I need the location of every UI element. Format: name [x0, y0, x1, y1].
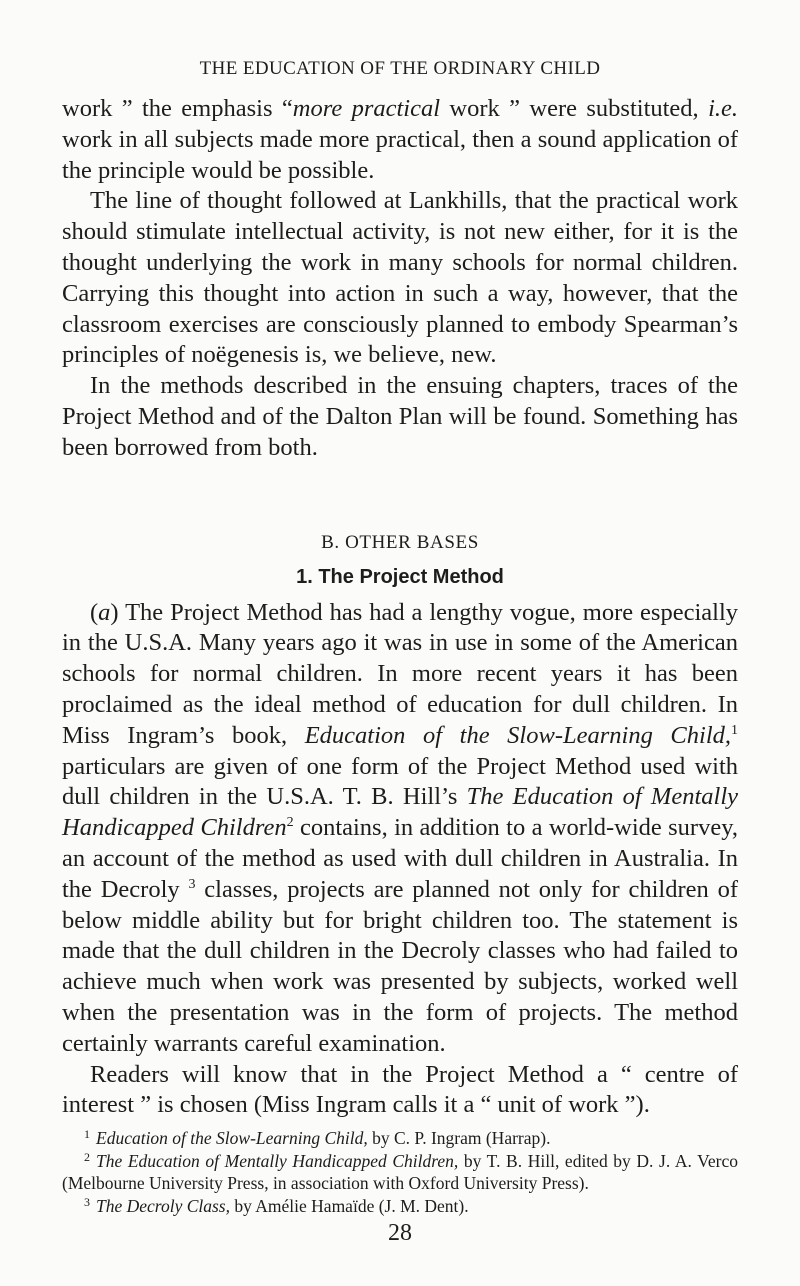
para4-text-d: contains, in addition to a world-wide survey, an account of the method as used with dull children in Australia. In the Decroly: [62, 814, 738, 903]
section-heading: B. OTHER BASES: [321, 531, 479, 553]
running-head: THE EDUCATION OF THE ORDINARY CHILD: [199, 58, 601, 79]
footnote-number: 2: [84, 1149, 90, 1164]
para4-text-b: ) The Project Method has had a lengthy vogue, more especially in the U.S.A. Many years ago it was in use in some of the American schools for normal children. In more recent years it has been proclaimed as the ideal method of education for dull children. In Miss Ingram’s book,: [62, 598, 738, 749]
footnotes: [62, 1127, 738, 1217]
footnote-title: The Decroly Class,: [96, 1195, 230, 1216]
footnote-title: Education of the Slow-Learning Child,: [96, 1128, 368, 1149]
para4-text-e: classes, projects are planned not only for children of below middle ability but for bright children too. The statement is made that the dull children in the Decroly classes who had failed to achieve much when work was presented by subjects, worked well when the presentation was in the form of projects. The method certainly warrants careful examination.: [62, 875, 738, 1057]
footnote-number: 1: [84, 1127, 90, 1142]
sub-heading: 1. The Project Method: [296, 565, 504, 588]
para4-italic-a: a: [98, 598, 111, 626]
footnote-text: by C. P. Ingram (Harrap).: [367, 1128, 551, 1149]
footnote-title: The Education of Mentally Handicapped Children,: [96, 1150, 459, 1171]
para4-text-c: particulars are given of one form of the Project Method used with dull children in the U.S.A. T. B. Hill’s: [62, 752, 738, 811]
footnote-text: by Amélie Hamaïde (J. M. Dent).: [230, 1195, 469, 1216]
para1-text-c: work in all subjects made more practical, then a sound application of the principle would be possible.: [62, 125, 738, 184]
para1-text-b: work ” were substituted,: [440, 95, 709, 122]
para4-book-title-2: The Education of Mentally Handicapped Children: [62, 783, 739, 842]
footnote-1: [62, 1127, 738, 1150]
paragraph-4: [62, 598, 738, 1060]
footnote-text: by T. B. Hill, edited by D. J. A. Verco (Melbourne University Press, in association with Oxford University Press).: [62, 1150, 738, 1194]
page-number: 28: [388, 1220, 412, 1247]
footnote-2: [62, 1150, 738, 1195]
paragraph-5: Readers will know that in the Project Method a “ centre of interest ” is chosen (Miss Ingram calls it a “ unit of work ”).: [62, 1060, 738, 1119]
paragraph-3: In the methods described in the ensuing chapters, traces of the Project Method and of the Dalton Plan will be found. Something has been borrowed from both.: [62, 372, 738, 461]
footnote-ref-1: 1: [731, 722, 739, 738]
footnote-ref-2: 2: [286, 815, 294, 831]
para4-text-a: (: [90, 598, 99, 626]
para1-text-a: work ” the emphasis “: [62, 95, 293, 122]
para4-book-title-1: Education of the Slow-Learning Child,: [304, 721, 732, 749]
paragraph-2: The line of thought followed at Lankhills, that the practical work should stimulate intellectual activity, is not new either, for it is the thought underlying the work in many schools for normal children. Carrying this thought into action in such a way, however, that the classroom exercises are consciously planned to embody Spearman’s principles of noëgenesis is, we believe, new.: [62, 187, 738, 369]
para1-italic-b: i.e.: [708, 95, 738, 122]
paragraph-1: [62, 94, 738, 186]
footnote-3: [62, 1195, 738, 1218]
para1-italic-a: more practical: [292, 95, 441, 122]
footnote-number: 3: [84, 1194, 90, 1209]
body-text: [62, 94, 738, 1247]
footnote-ref-3: 3: [188, 876, 196, 892]
